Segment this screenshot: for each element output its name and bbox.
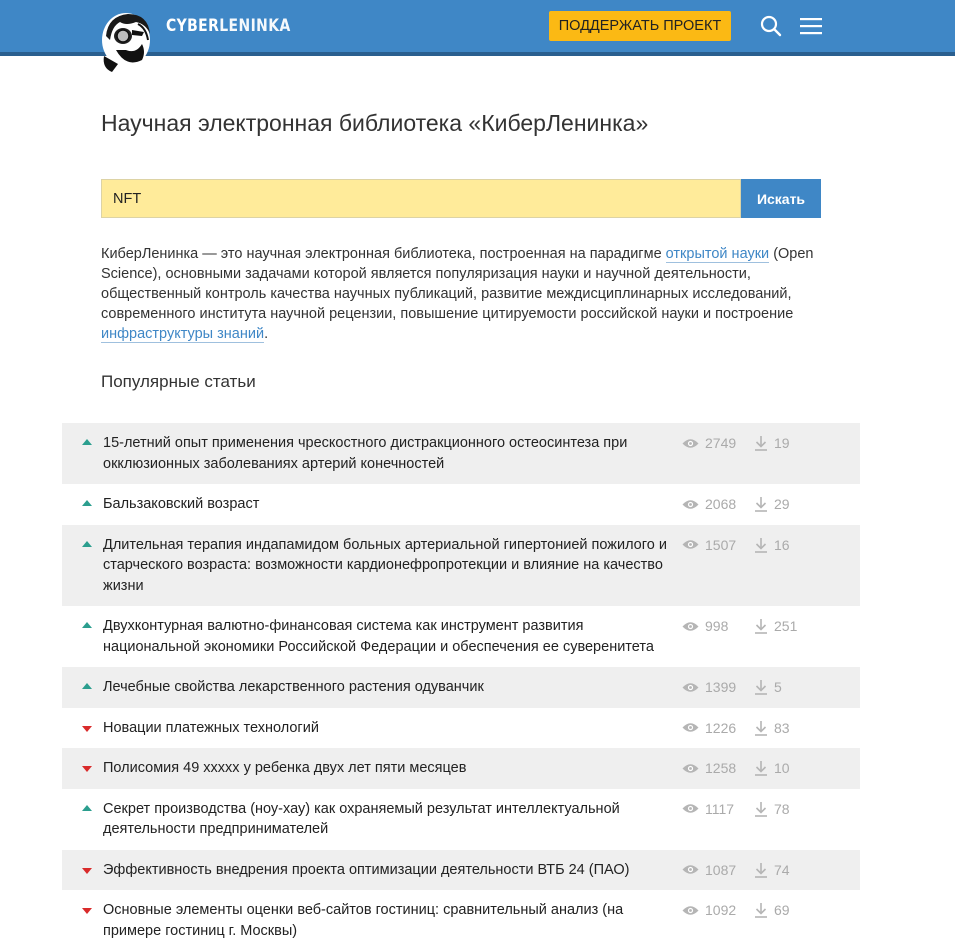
hamburger-menu-icon[interactable] bbox=[799, 14, 823, 38]
brand-logo[interactable] bbox=[166, 16, 291, 36]
eye-icon bbox=[682, 763, 699, 774]
intro-text: КиберЛенинка — это научная электронная библиотека, построенная на парадигме bbox=[101, 246, 666, 262]
article-row bbox=[62, 525, 860, 607]
brand-subname: LENINKA bbox=[219, 16, 291, 36]
downloads-stat bbox=[754, 718, 790, 738]
views-stat bbox=[682, 758, 736, 778]
trend-up-icon bbox=[82, 541, 92, 547]
download-icon bbox=[754, 862, 768, 878]
downloads-count: 29 bbox=[774, 496, 790, 512]
views-stat bbox=[682, 677, 736, 697]
downloads-stat bbox=[754, 616, 797, 636]
eye-icon bbox=[682, 803, 699, 814]
views-count: 1399 bbox=[705, 679, 737, 695]
eye-icon bbox=[682, 621, 699, 632]
intro-text: . bbox=[264, 326, 269, 342]
brand-name: CYBER bbox=[166, 16, 220, 36]
open-science-link[interactable]: открытой науки bbox=[665, 246, 770, 262]
article-title-link[interactable]: Основные элементы оценки веб-сайтов гостиниц: сравнительный анализ (на примере гостиниц г. Москвы) bbox=[103, 902, 624, 939]
article-row bbox=[62, 606, 860, 667]
trend-up-icon bbox=[82, 805, 92, 811]
views-count: 2068 bbox=[705, 496, 737, 512]
lenin-logo-icon[interactable] bbox=[98, 6, 158, 76]
popular-articles-list bbox=[62, 423, 860, 951]
search-field[interactable] bbox=[101, 179, 741, 218]
article-row bbox=[62, 667, 860, 708]
download-icon bbox=[754, 496, 768, 512]
eye-icon bbox=[682, 438, 699, 449]
trend-up-icon bbox=[82, 622, 92, 628]
downloads-stat bbox=[754, 799, 790, 819]
views-stat bbox=[682, 900, 736, 920]
top-bar bbox=[0, 0, 955, 56]
article-row bbox=[62, 484, 860, 525]
downloads-stat bbox=[754, 433, 790, 453]
download-icon bbox=[754, 760, 768, 776]
views-stat bbox=[682, 535, 736, 555]
downloads-stat bbox=[754, 758, 790, 778]
views-stat bbox=[682, 718, 736, 738]
knowledge-infrastructure-link[interactable]: инфраструктуры знаний bbox=[101, 326, 265, 342]
article-row bbox=[62, 890, 860, 951]
views-stat bbox=[682, 799, 734, 819]
views-count: 2749 bbox=[705, 435, 737, 451]
views-stat bbox=[682, 616, 728, 636]
article-title-link[interactable]: 15-летний опыт применения чрескостного дистракционного остеосинтеза при окклюзионных заболеваниях артерий конечностей bbox=[103, 435, 628, 472]
article-row bbox=[62, 850, 860, 891]
downloads-stat bbox=[754, 677, 782, 697]
views-count: 1507 bbox=[705, 536, 737, 553]
article-title-link[interactable]: Длительная терапия индапамидом больных артериальной гипертонией пожилого и старческого возраста: возможности кардионефропротекции и влияние на качество жизни bbox=[103, 536, 667, 594]
article-row bbox=[62, 423, 860, 484]
views-count: 1117 bbox=[705, 800, 735, 817]
trend-down-icon bbox=[82, 908, 92, 914]
search-button[interactable]: Искать bbox=[741, 179, 821, 218]
downloads-count: 10 bbox=[774, 760, 790, 776]
article-title-link[interactable]: Бальзаковский возраст bbox=[103, 496, 260, 512]
trend-down-icon bbox=[82, 726, 92, 732]
download-icon bbox=[754, 435, 768, 451]
article-row bbox=[62, 789, 860, 850]
intro-text: (Open Science), основными задачами которой является популяризация науки и научной деятельности, общественный контроль качества научных публикаций, развитие междисциплинарных исследований, современного института научной рецензии, повышение цитируемости российской науки и построение bbox=[101, 246, 814, 322]
page-title: Научная электронная библиотека «КиберЛенинка» bbox=[101, 110, 649, 136]
download-icon bbox=[754, 720, 768, 736]
downloads-count: 5 bbox=[774, 679, 782, 695]
views-stat bbox=[682, 433, 736, 453]
downloads-count: 74 bbox=[774, 861, 790, 878]
downloads-stat bbox=[754, 860, 790, 880]
eye-icon bbox=[682, 682, 699, 693]
downloads-count: 69 bbox=[774, 902, 790, 918]
intro-paragraph bbox=[101, 244, 831, 344]
eye-icon bbox=[682, 499, 699, 510]
article-title-link[interactable]: Секрет производства (ноу-хау) как охраняемый результат интеллектуальной деятельности предпринимателей bbox=[103, 800, 620, 837]
article-title-link[interactable]: Эффективность внедрения проекта оптимизации деятельности ВТБ 24 (ПАО) bbox=[103, 861, 630, 878]
trend-up-icon bbox=[82, 683, 92, 689]
download-icon bbox=[754, 801, 768, 817]
trend-down-icon bbox=[82, 868, 92, 874]
download-icon bbox=[754, 679, 768, 695]
search-input[interactable] bbox=[102, 180, 740, 217]
views-count: 1092 bbox=[705, 902, 737, 918]
downloads-count: 83 bbox=[774, 719, 790, 736]
trend-up-icon bbox=[82, 439, 92, 445]
article-row bbox=[62, 708, 860, 749]
download-icon bbox=[754, 618, 768, 634]
downloads-count: 78 bbox=[774, 800, 790, 817]
eye-icon bbox=[682, 905, 699, 916]
trend-down-icon bbox=[82, 766, 92, 772]
views-count: 1087 bbox=[705, 861, 737, 878]
search-icon[interactable] bbox=[759, 14, 783, 38]
article-title-link[interactable]: Новации платежных технологий bbox=[103, 719, 319, 736]
eye-icon bbox=[682, 722, 699, 733]
views-count: 1226 bbox=[705, 719, 737, 736]
eye-icon bbox=[682, 539, 699, 550]
popular-articles-heading: Популярные статьи bbox=[101, 372, 256, 391]
trend-up-icon bbox=[82, 500, 92, 506]
downloads-stat bbox=[754, 535, 790, 555]
downloads-count: 251 bbox=[774, 618, 798, 634]
downloads-stat bbox=[754, 900, 790, 920]
views-count: 1258 bbox=[705, 760, 737, 776]
views-stat bbox=[682, 494, 736, 514]
article-title-link[interactable]: Двухконтурная валютно-финансовая система как инструмент развития национальной экономики Российской Федерации и обеспечения ее суверенитета bbox=[103, 618, 654, 655]
downloads-stat bbox=[754, 494, 790, 514]
article-row bbox=[62, 748, 860, 789]
views-stat bbox=[682, 860, 736, 880]
support-project-button[interactable]: ПОДДЕРЖАТЬ ПРОЕКТ bbox=[549, 11, 731, 41]
article-title-link[interactable]: Полисомия 49 ххххх у ребенка двух лет пяти месяцев bbox=[103, 760, 467, 776]
download-icon bbox=[754, 902, 768, 918]
downloads-count: 19 bbox=[774, 435, 790, 451]
downloads-count: 16 bbox=[774, 536, 790, 553]
download-icon bbox=[754, 537, 768, 553]
eye-icon bbox=[682, 864, 699, 875]
views-count: 998 bbox=[705, 618, 729, 634]
article-title-link[interactable]: Лечебные свойства лекарственного растения одуванчик bbox=[103, 679, 484, 695]
